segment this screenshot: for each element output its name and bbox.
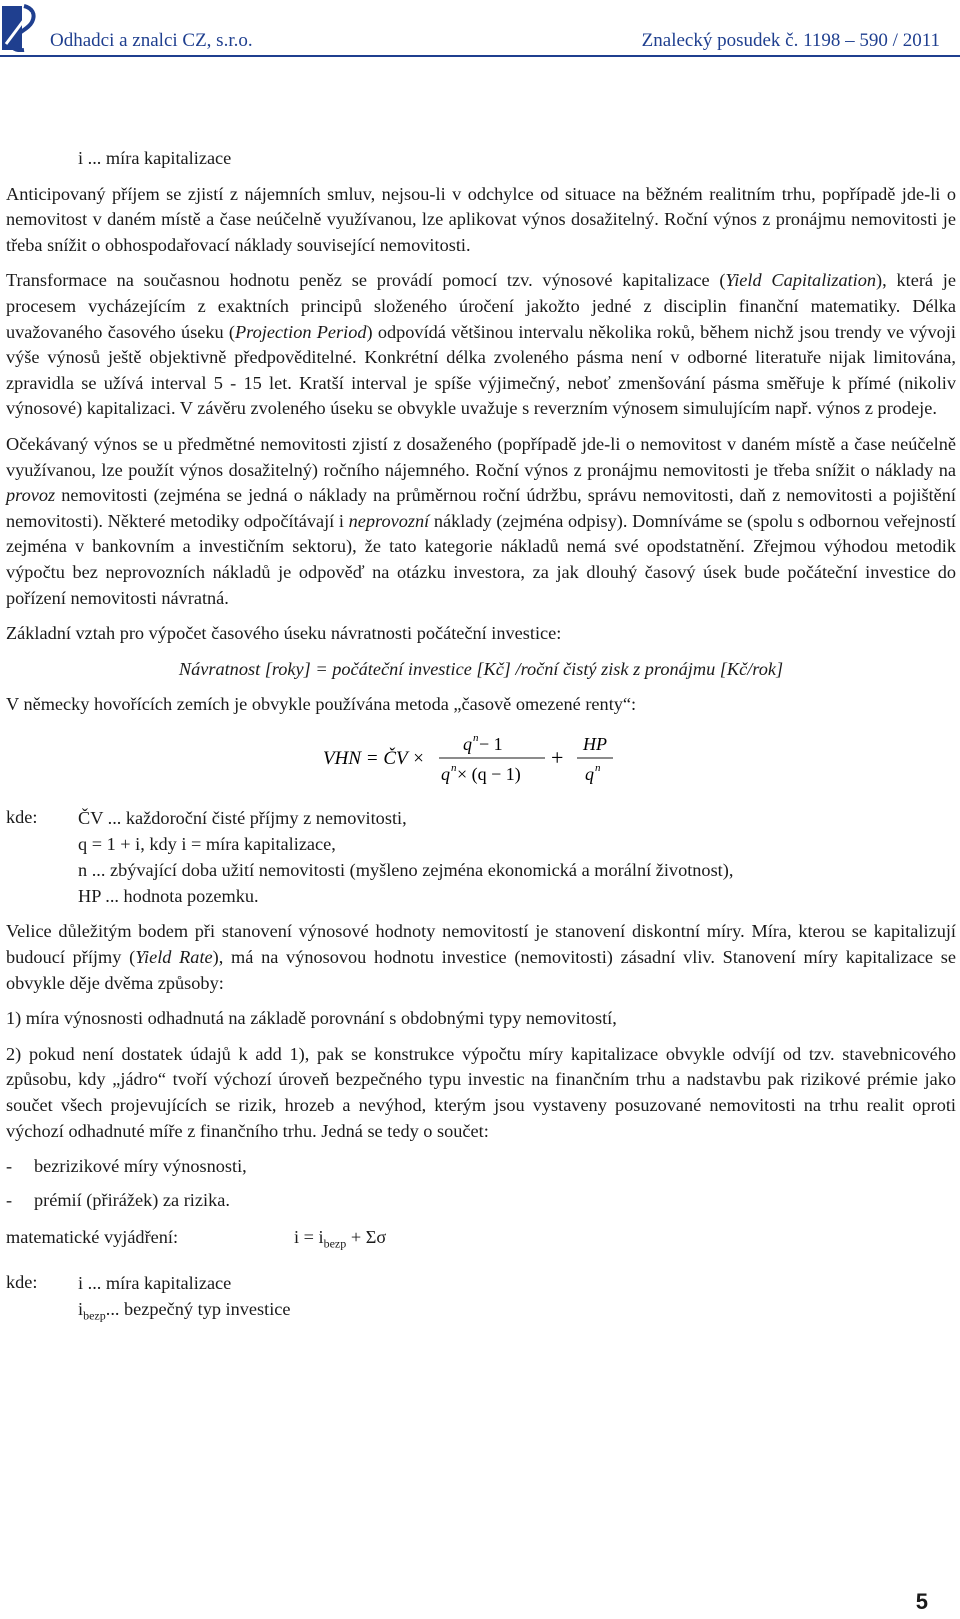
legend-rate <box>6 1270 956 1329</box>
legend-line: HP ... hodnota pozemku. <box>78 886 259 907</box>
bullet-mark: - <box>6 1189 13 1210</box>
legend-line: n ... zbývající doba užití nemovitosti (myšleno zejména ekonomická a morální životnost), <box>78 860 734 881</box>
term-yield-capitalization: Yield Capitalization <box>725 270 877 291</box>
page-number: 5 <box>915 1589 928 1614</box>
legend-lines <box>78 1270 291 1329</box>
svg-text:+: + <box>551 744 564 770</box>
paragraph-expected-yield: Očekávaný výnos se u předmětné nemovitosti zjistí z dosaženého (popřípadě jde-li o nemovitost v daném místě a čase neúčelně využívanou, lze použít výnos dosažitelný) ročního nájemného. Roční výnos z pronájmu nemovitosti je třeba snížit o náklady na provoz nemovitosti (zejména se jedná o náklady na průměrnou roční údržbu, správu nemovitosti, daň z nemovitosti a pojištění nemovitosti). Některé metodiky odpočítávají i neprovozní náklady (zejména odpisy). Domníváme se (spolu s odbornou veřejností zejména v bankovním a investičním sektoru), že tato kategorie nákladů nemá své opodstatnění. Zřejmou výhodou metodik výpočtu bez neprovozních nákladů je odpověď na otázku investora, za jak dlouhý časový úsek bude počáteční investice do pořízení nemovitosti návratná. <box>6 433 956 608</box>
term-provoz: provoz <box>6 485 56 506</box>
paragraph-yield-capitalization: Transformace na současnou hodnotu peněz se provádí pomocí tzv. výnosové kapitalizace (Yield Capitalization), která je procesem vycházejícím z exaktních principů složeného úročení jakožto jedné z disciplin finanční matematiky. Délka uvažovaného časového úseku (Projection Period) odpovídá většinou intervalu několika roků, během nichž jsou trendy ve vývoji výše výnosů ještě objektivně předpověditelné. Konkrétní délka zvoleného pásma není v odborné literatuře nijak limitována, zpravidla se užívá interval 5 - 15 let. Kratší interval je spíše výjimečný, neboť zmenšování pásma směřuje k přímé (nikoliv výnosové) kapitalizaci. V závěru zvoleného úseku se obvykle uvažuje s reverzním výnosem simulujícím např. výnos z prodeje. <box>6 270 956 419</box>
legend-line: $i_{bezp}$... bezpečný typ investice <box>78 1298 291 1323</box>
term-yield-rate: Yield Rate <box>135 947 213 968</box>
legend-label: kde: <box>6 1271 38 1292</box>
legend-line: i ... míra kapitalizace <box>78 1272 232 1293</box>
math-expression-row <box>6 1225 956 1257</box>
paragraph-basic-relation: Základní vztah pro výpočet časového úseku návratnosti počáteční investice: <box>6 623 562 644</box>
paragraph-discount-rate: Velice důležitým bodem při stanovení výnosové hodnoty nemovitostí je stanovení diskontní míry. Míra, kterou se kapitalizují budoucí příjmy (Yield Rate), má na výnosovou hodnotu investice (nemovitosti) zásadní vliv. Stanovení míry kapitalizace se obvykle děje dvěma způsoby: <box>6 921 957 993</box>
svg-text:× (q − 1): × (q − 1) <box>457 763 521 784</box>
svg-text:n: n <box>473 731 479 744</box>
list-item: - bezrizikové míry výnosnosti, <box>6 1154 956 1180</box>
legend-line: q = 1 + i, kdy i = míra kapitalizace, <box>78 834 336 855</box>
legend-vhn <box>6 805 956 909</box>
term-neprovozni: neprovozní <box>348 510 430 531</box>
document-body <box>6 146 956 1338</box>
svg-text:q: q <box>463 733 472 754</box>
paragraph-anticipated-income: Anticipovaný příjem se zjistí z nájemních smluv, nejsou-li v odchylce od situace na běžném realitním trhu, popřípadě jde-li o nemovitost v daném místě a čase neúčelně využívanou, lze aplikovat výnos dosažitelný. Roční výnos z pronájmu nemovitosti je třeba snížit o obhospodařovací náklady související nemovitosti. <box>6 183 956 255</box>
svg-text:q: q <box>585 763 594 784</box>
report-number: Znalecký posudek č. 1198 – 590 / 2011 <box>641 30 940 51</box>
legend-label: kde: <box>6 807 38 828</box>
math-label: matematické vyjádření: <box>6 1227 179 1248</box>
formula-vhn <box>6 728 956 796</box>
legend-lines <box>78 805 733 909</box>
company-logo-icon <box>2 4 38 52</box>
paragraph-method-1: 1) míra výnosnosti odhadnutá na základě porovnání s obdobnými typy nemovitostí, <box>6 1008 617 1029</box>
paragraph-german-method: V německy hovořících zemích je obvykle používána metoda „časově omezené renty“: <box>6 694 637 715</box>
svg-text:HP: HP <box>583 733 607 754</box>
svg-text:− 1: − 1 <box>479 733 503 754</box>
term-projection-period: Projection Period <box>235 321 367 342</box>
company-name: Odhadci a znalci CZ, s.r.o. <box>50 30 253 51</box>
header-rule <box>0 55 960 57</box>
list-item: - prémií (přirážek) za rizika. <box>6 1188 956 1214</box>
paragraph-method-2: 2) pokud není dostatek údajů k add 1), pak se konstrukce výpočtu míry kapitalizace obvykle odvíjí od tzv. stavebnicového způsobu, kdy „jádro“ tvoří výchozí úroveň bezpečného typu investic na finančním trhu a nadstavbu pak rizikové prémie jako součet všech projevujících se rizik, hrozeb a nevýhod, kterým jsou vystaveny posuzované nemovitosti na trhu realit oproti výchozí odhadnuté míře z finančního trhu. Jedná se tedy o součet: <box>6 1043 956 1141</box>
svg-text:VHN = ČV ×: VHN = ČV × <box>323 747 425 769</box>
bullet-mark: - <box>6 1156 13 1177</box>
svg-text:q: q <box>441 763 450 784</box>
svg-text:n: n <box>595 761 601 774</box>
formula-payback: Návratnost [roky] = počáteční investice [Kč] /roční čistý zisk z pronájmu [Kč/rok] <box>178 658 784 679</box>
definition-i: i ... míra kapitalizace <box>78 148 232 168</box>
svg-text:n: n <box>451 761 457 774</box>
page-header <box>0 0 960 58</box>
math-expression: $i = i_{bezp} + \Sigma\sigma$ <box>294 1227 387 1252</box>
legend-line: ČV ... každoroční čisté příjmy z nemovitosti, <box>78 808 407 829</box>
formula-vhn-graphic <box>321 728 641 788</box>
